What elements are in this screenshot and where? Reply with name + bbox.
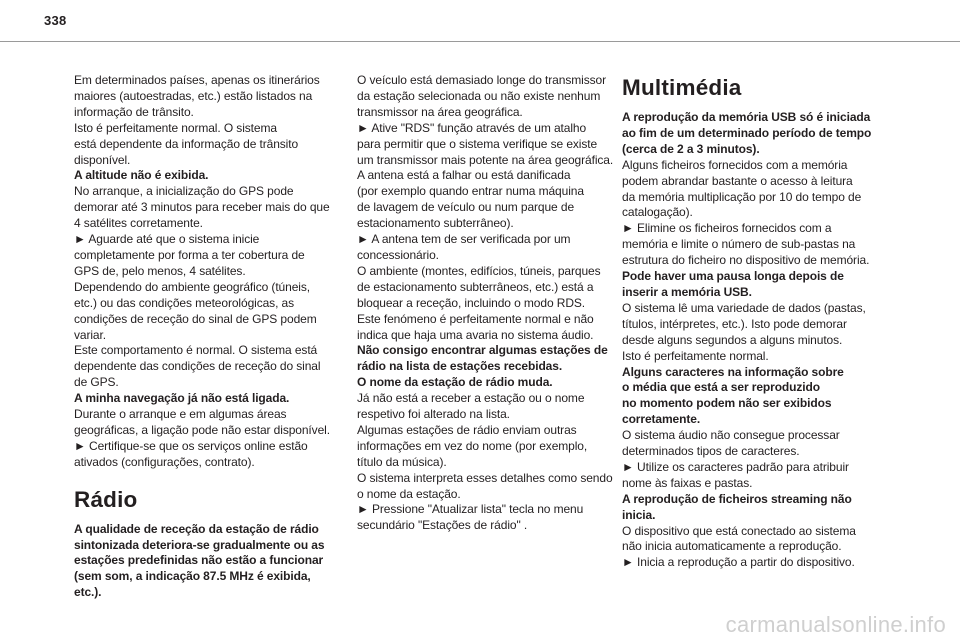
body-text-line: O veículo está demasiado longe do transmissor — [357, 73, 606, 87]
body-text-line: Dependendo do ambiente geográfico (túneis, — [74, 279, 310, 294]
body-text-line: O sistema interpreta esses detalhes como sendo — [357, 470, 613, 485]
body-text-line: (por exemplo quando entrar numa máquina — [357, 184, 584, 199]
body-text-line: ativados (configurações, contrato). — [74, 454, 255, 469]
body-text-line: não inicia automaticamente a reprodução. — [622, 539, 842, 554]
body-text-line: dependente das condições de receção do sinal — [74, 359, 321, 374]
bold-heading-line: (cerca de 2 a 3 minutos). — [622, 141, 760, 156]
section-heading-radio: Rádio — [74, 486, 138, 512]
page-number: 338 — [44, 13, 67, 28]
bold-heading-line: o média que está a ser reproduzido — [622, 380, 820, 395]
bold-heading-line: inserir a memória USB. — [622, 284, 752, 299]
bold-heading-line: A altitude não é exibida. — [74, 168, 209, 183]
bold-heading-line: estações predefinidas não estão a funcionar — [74, 553, 324, 568]
body-text-line: ► A antena tem de ser verificada por um — [357, 232, 571, 247]
body-text-line: disponível. — [74, 152, 131, 167]
body-text-line: o nome da estação. — [357, 486, 461, 501]
body-text-line: informações em vez do nome (por exemplo, — [357, 438, 588, 453]
body-text-line: variar. — [74, 327, 106, 342]
middle-text-blocks — [357, 73, 619, 534]
body-text-line: bloquear a receção, incluindo o modo RDS. — [357, 295, 586, 310]
bold-heading-line: etc.). — [74, 585, 102, 600]
body-text-line: títulos, intérpretes, etc.). Isto pode demorar — [622, 316, 847, 331]
body-text-line: estrutura do ficheiro no dispositivo de memória. — [622, 253, 870, 268]
bold-heading-line: Não consigo encontrar algumas estações de — [357, 343, 608, 358]
radio-text-blocks — [74, 522, 336, 602]
body-text-line: concessionário. — [357, 247, 439, 262]
body-text-line: Em determinados países, apenas os itinerários — [74, 73, 320, 87]
bold-heading-line: A reprodução de ficheiros streaming não — [622, 491, 852, 506]
body-text-line: ► Elimine os ficheiros fornecidos com a — [622, 221, 832, 236]
body-text-line: informação de trânsito. — [74, 104, 194, 119]
bold-heading-line: inicia. — [622, 507, 656, 522]
bold-heading-line: no momento podem não ser exibidos — [622, 396, 832, 411]
body-text-line: O ambiente (montes, edifícios, túneis, parques — [357, 263, 601, 278]
body-text-line: O dispositivo que está conectado ao sistema — [622, 523, 856, 538]
body-text-line: para permitir que o sistema verifique se existe — [357, 136, 598, 151]
bold-heading-line: (sem som, a indicação 87.5 MHz é exibida, — [74, 569, 311, 584]
body-text-line: de GPS. — [74, 375, 119, 390]
bold-heading-line: O nome da estação de rádio muda. — [357, 375, 553, 390]
body-text-line: No arranque, a inicialização do GPS pode — [74, 184, 294, 199]
bold-heading-line: Alguns caracteres na informação sobre — [622, 364, 844, 379]
body-text-line: geográficas, a ligação pode não estar disponível. — [74, 422, 330, 437]
body-text-line: secundário "Estações de rádio" . — [357, 518, 528, 533]
body-text-line: desde alguns segundos a alguns minutos. — [622, 332, 843, 347]
body-text-line: um transmissor mais potente na área geográfica. — [357, 152, 614, 167]
section-heading-multimedia: Multimédia — [622, 75, 742, 100]
left-text-blocks — [74, 73, 336, 471]
body-text-line: completamente por forma a ter cobertura de — [74, 247, 305, 262]
body-text-line: GPS de, pelo menos, 4 satélites. — [74, 263, 246, 278]
body-text-line: Este fenómeno é perfeitamente normal e não — [357, 311, 594, 326]
bold-heading-line: corretamente. — [622, 412, 701, 427]
bold-heading-line: A minha navegação já não está ligada. — [74, 391, 290, 406]
body-text-line: Este comportamento é normal. O sistema está — [74, 343, 318, 358]
column-middle — [357, 73, 619, 534]
body-text-line: respetivo foi alterado na lista. — [357, 407, 510, 422]
body-text-line: Alguns ficheiros fornecidos com a memória — [622, 157, 848, 172]
body-text-line: maiores (autoestradas, etc.) estão listados na — [74, 88, 313, 103]
body-text-line: A antena está a falhar ou está danificada — [357, 168, 571, 183]
multimedia-text-blocks — [622, 110, 884, 571]
body-text-line: O sistema áudio não consegue processar — [622, 428, 840, 443]
body-text-line: Durante o arranque e em algumas áreas — [74, 407, 287, 422]
body-text-line: ► Inicia a reprodução a partir do dispositivo. — [622, 555, 855, 570]
body-text-line: O sistema lê uma variedade de dados (pastas, — [622, 300, 866, 315]
body-text-line: indica que haja uma avaria no sistema áudio. — [357, 327, 594, 342]
body-text-line: memória e limite o número de sub-pastas na — [622, 237, 856, 252]
body-text-line: título da música). — [357, 454, 447, 469]
body-text-line: etc.) ou das condições meteorológicas, as — [74, 295, 295, 310]
bold-heading-line: ao fim de um determinado período de tempo — [622, 125, 872, 140]
body-text-line: condições de receção do sinal de GPS podem — [74, 311, 317, 326]
bold-heading-line: A qualidade de receção da estação de rádio — [74, 521, 319, 536]
body-text-line: estacionamento subterrâneo). — [357, 216, 514, 231]
body-text-line: Isto é perfeitamente normal. O sistema — [74, 120, 277, 135]
body-text-line: de estacionamento subterrâneos, etc.) está a — [357, 279, 594, 294]
body-text-line: da memória multiplicação por 10 do tempo de — [622, 189, 862, 204]
body-text-line: de lavagem de veículo ou num parque de — [357, 200, 575, 215]
body-text-line: ► Ative "RDS" função através de um atalho — [357, 120, 587, 135]
column-right — [622, 73, 884, 571]
header-divider — [0, 41, 960, 42]
body-text-line: catalogação). — [622, 205, 693, 220]
body-text-line: podem abrandar bastante o acesso à leitura — [622, 173, 853, 188]
bold-heading-line: A reprodução da memória USB só é iniciada — [622, 110, 871, 124]
body-text-line: ► Certifique-se que os serviços online estão — [74, 438, 308, 453]
site-watermark: carmanualsonline.info — [725, 612, 946, 637]
body-text-line: Algumas estações de rádio enviam outras — [357, 422, 577, 437]
body-text-line: ► Utilize os caracteres padrão para atribuir — [622, 459, 849, 474]
bold-heading-line: Pode haver uma pausa longa depois de — [622, 269, 844, 284]
body-text-line: nome às faixas e pastas. — [622, 475, 753, 490]
body-text-line: 4 satélites corretamente. — [74, 216, 203, 231]
body-text-line: Já não está a receber a estação ou o nome — [357, 391, 585, 406]
bold-heading-line: sintonizada deteriora-se gradualmente ou as — [74, 537, 325, 552]
body-text-line: da estação selecionada ou não existe nenhum — [357, 88, 601, 103]
body-text-line: determinados tipos de caracteres. — [622, 444, 800, 459]
body-text-line: ► Aguarde até que o sistema inicie — [74, 232, 260, 247]
body-text-line: demorar até 3 minutos para receber mais do que — [74, 200, 330, 215]
body-text-line: está dependente da informação de trânsito — [74, 136, 299, 151]
column-left — [74, 73, 336, 601]
body-text-line: transmissor na área geográfica. — [357, 104, 523, 119]
bold-heading-line: rádio na lista de estações recebidas. — [357, 359, 563, 374]
body-text-line: Isto é perfeitamente normal. — [622, 348, 769, 363]
body-text-line: ► Pressione "Atualizar lista" tecla no menu — [357, 502, 584, 517]
